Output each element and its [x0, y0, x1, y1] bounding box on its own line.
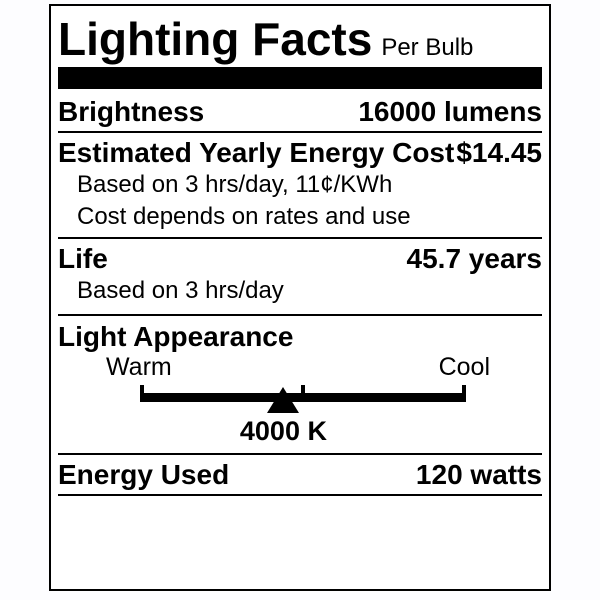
label-title: Lighting Facts	[58, 13, 373, 65]
label-header	[58, 13, 542, 65]
life-note: Based on 3 hrs/day	[77, 277, 284, 304]
energy-cost-note-2: Cost depends on rates and use	[77, 203, 411, 230]
scale-tick-right	[462, 385, 466, 402]
light-appearance-row	[58, 320, 542, 353]
section-divider	[58, 453, 542, 455]
label-per-unit: Per Bulb	[381, 34, 474, 61]
section-divider	[58, 314, 542, 316]
scale-tick-left	[140, 385, 144, 402]
brightness-row	[58, 95, 542, 128]
section-divider	[58, 494, 542, 496]
scale-tick-center	[301, 385, 305, 402]
energy-cost-value: $14.45	[456, 137, 542, 168]
lighting-facts-label	[49, 4, 551, 591]
warm-label: Warm	[106, 353, 172, 381]
life-row	[58, 242, 542, 275]
life-label: Life	[58, 243, 108, 274]
energy-used-label: Energy Used	[58, 459, 230, 490]
energy-used-row	[58, 458, 542, 491]
section-divider	[58, 237, 542, 239]
light-appearance-label: Light Appearance	[58, 321, 294, 352]
warm-cool-labels	[106, 353, 490, 382]
cool-label: Cool	[438, 353, 490, 381]
color-temp-scale	[140, 385, 466, 412]
header-divider-bar	[58, 67, 542, 89]
energy-cost-label: Estimated Yearly Energy Cost	[58, 137, 455, 168]
color-temp-value: 4000 K	[239, 416, 327, 446]
section-divider	[58, 131, 542, 133]
energy-used-value: 120 watts	[415, 459, 542, 490]
energy-cost-note-1: Based on 3 hrs/day, 11¢/KWh	[77, 171, 393, 198]
color-temp-value-row	[140, 414, 466, 448]
energy-cost-row	[58, 136, 542, 169]
brightness-label: Brightness	[58, 96, 205, 127]
life-value: 45.7 years	[406, 243, 542, 274]
color-temp-marker-triangle-icon	[267, 387, 299, 413]
brightness-value: 16000 lumens	[358, 96, 542, 127]
